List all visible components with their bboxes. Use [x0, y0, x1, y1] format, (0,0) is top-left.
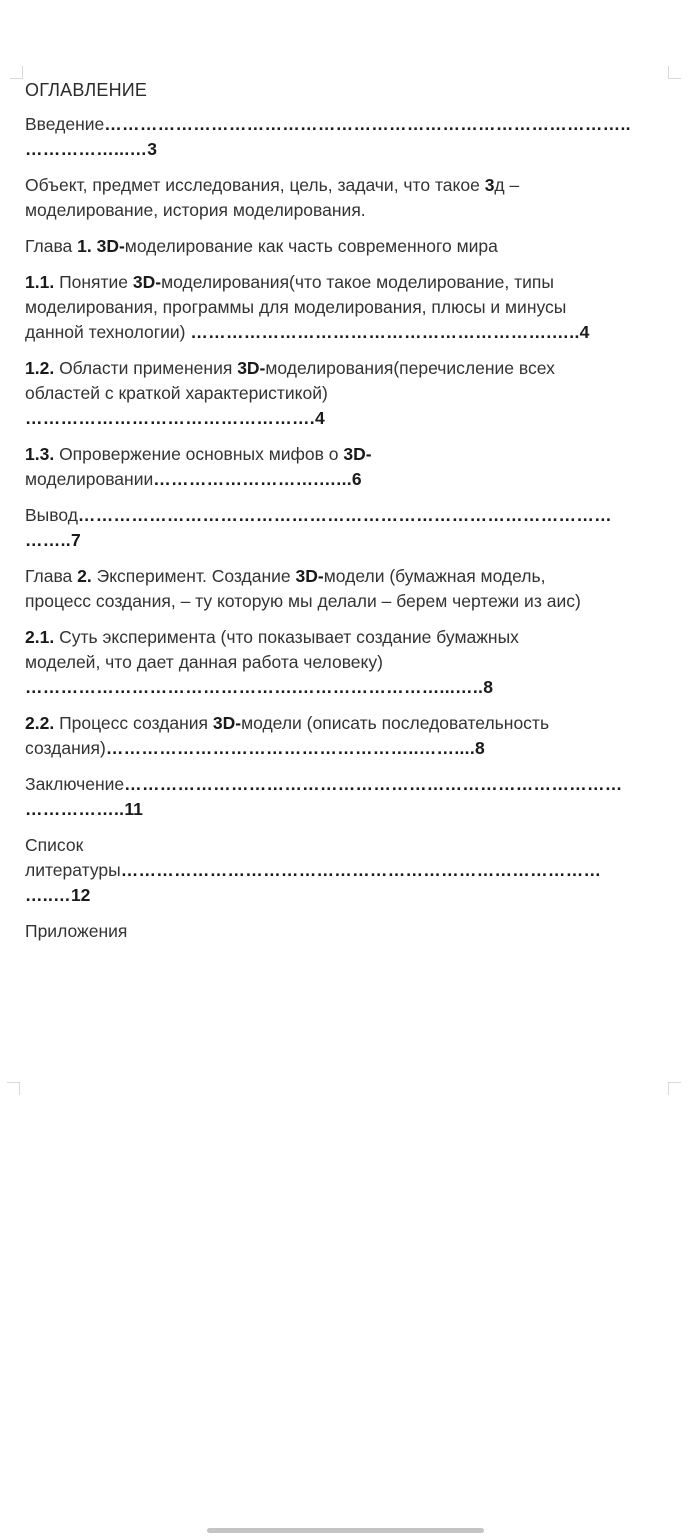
section-number: 2.2.: [25, 713, 55, 733]
toc-entry-section-1-1[interactable]: [25, 270, 665, 345]
page-number: 11: [124, 799, 143, 819]
entry-text: областей с краткой характеристикой): [25, 383, 328, 403]
entry-prefix: Глава: [25, 566, 78, 586]
home-indicator-bar[interactable]: [207, 1528, 484, 1533]
toc-entry-section-1-2[interactable]: [25, 356, 665, 431]
entry-bold: 3D-: [295, 566, 324, 586]
toc-entry-conclusion[interactable]: [25, 772, 665, 822]
chapter-number: 2.: [77, 566, 92, 586]
page-corner-mark-top-right: [668, 66, 681, 79]
entry-text: процесс создания, – ту которую мы делали – берем чертежи из аис): [25, 591, 581, 611]
section-number: 1.3.: [25, 444, 55, 464]
page-corner-mark-top-left: [10, 66, 23, 79]
toc-entry-intro-description[interactable]: [25, 173, 665, 223]
leader-dots: …………………………………………………….…..: [190, 322, 580, 342]
leader-dots: ……………………………………………………………………………..: [104, 114, 631, 134]
entry-text-after: модели (бумажная модель,: [323, 566, 546, 586]
leader-dots: ………………………………………….: [25, 408, 315, 428]
leader-dots: ……………………………………………..……....: [105, 738, 475, 758]
toc-entry-introduction[interactable]: [25, 112, 665, 162]
entry-text: Список: [25, 835, 84, 855]
entry-text: моделирования, программы для моделирования, плюсы и минусы: [25, 297, 567, 317]
entry-text: Эксперимент. Создание: [91, 566, 296, 586]
entry-bold: 3D-: [343, 444, 372, 464]
page-number: 4: [579, 322, 590, 342]
entry-text: создания): [25, 738, 106, 758]
page-corner-mark-bottom-right: [668, 1082, 681, 1095]
entry-text: Объект, предмет исследования, цель, задачи, что такое: [25, 175, 485, 195]
page-number: 8: [475, 738, 485, 758]
entry-text: моделировании: [25, 469, 154, 489]
toc-entry-chapter-1[interactable]: [25, 234, 665, 259]
chapter-number: 1. 3D-: [77, 236, 125, 256]
leader-dots: ……..: [25, 530, 71, 550]
entry-bold: 3D-: [212, 713, 242, 733]
leader-dots: ……………………….…...: [153, 469, 352, 489]
entry-text-after: моделирования(что такое моделирование, типы: [161, 272, 554, 292]
leader-dots: …..…: [25, 885, 71, 905]
entry-text: Процесс создания: [54, 713, 213, 733]
toc-entry-bibliography[interactable]: [25, 833, 665, 908]
entry-text: моделирование как часть современного мира: [124, 236, 498, 256]
entry-text: Области применения: [54, 358, 238, 378]
leader-dots: ……………………………………….……………………...…..: [25, 677, 484, 697]
page-corner-mark-bottom-left: [7, 1082, 20, 1095]
toc-entry-chapter-1-conclusion[interactable]: [25, 503, 665, 553]
section-number: 2.1.: [25, 627, 55, 647]
page-number: 8: [483, 677, 493, 697]
section-number: 1.1.: [25, 272, 55, 292]
entry-text: Вывод: [25, 505, 78, 525]
entry-text: Опровержение основных мифов о: [54, 444, 344, 464]
toc-entry-section-2-1[interactable]: [25, 625, 665, 700]
toc-entry-chapter-2[interactable]: [25, 564, 665, 614]
entry-text: моделей, что дает данная работа человеку): [25, 652, 383, 672]
leader-dots: …………………………………………………………………………: [124, 774, 623, 794]
page-number: 6: [351, 469, 362, 489]
leader-dots: ……………..: [25, 799, 125, 819]
entry-bold: 3D-: [237, 358, 266, 378]
document-content[interactable]: [25, 78, 665, 955]
entry-bold: 3D-: [132, 272, 162, 292]
leader-dots: ………………………………………………………………………: [120, 860, 602, 880]
entry-text-after: моделирования(перечисление всех: [265, 358, 555, 378]
entry-text: Суть эксперимента (что показывает создание бумажных: [54, 627, 519, 647]
toc-entry-appendices[interactable]: [25, 919, 665, 944]
page-number: 3: [147, 139, 158, 159]
section-number: 1.2.: [25, 358, 55, 378]
toc-entry-section-1-3[interactable]: [25, 442, 665, 492]
entry-text: моделирование, история моделирования.: [25, 200, 366, 220]
page-number: 12: [70, 885, 91, 905]
entry-text: Введение: [25, 114, 105, 134]
toc-title: ОГЛАВЛЕНИЕ: [25, 80, 148, 100]
leader-dots: ………………………………………………………………………………: [77, 505, 612, 525]
entry-prefix: Глава: [25, 236, 78, 256]
leader-dots: ……………...…: [25, 139, 148, 159]
entry-text-after: модели (описать последовательность: [241, 713, 550, 733]
entry-text: Понятие: [54, 272, 133, 292]
entry-text: данной технологии): [25, 322, 191, 342]
entry-text: литературы: [25, 860, 121, 880]
entry-text: Приложения: [25, 921, 128, 941]
page-number: 7: [70, 530, 81, 550]
page-number: 4: [314, 408, 325, 428]
entry-text-after: д –: [494, 175, 520, 195]
toc-entry-section-2-2[interactable]: [25, 711, 665, 761]
entry-text: Заключение: [25, 774, 125, 794]
entry-bold: 3: [484, 175, 495, 195]
